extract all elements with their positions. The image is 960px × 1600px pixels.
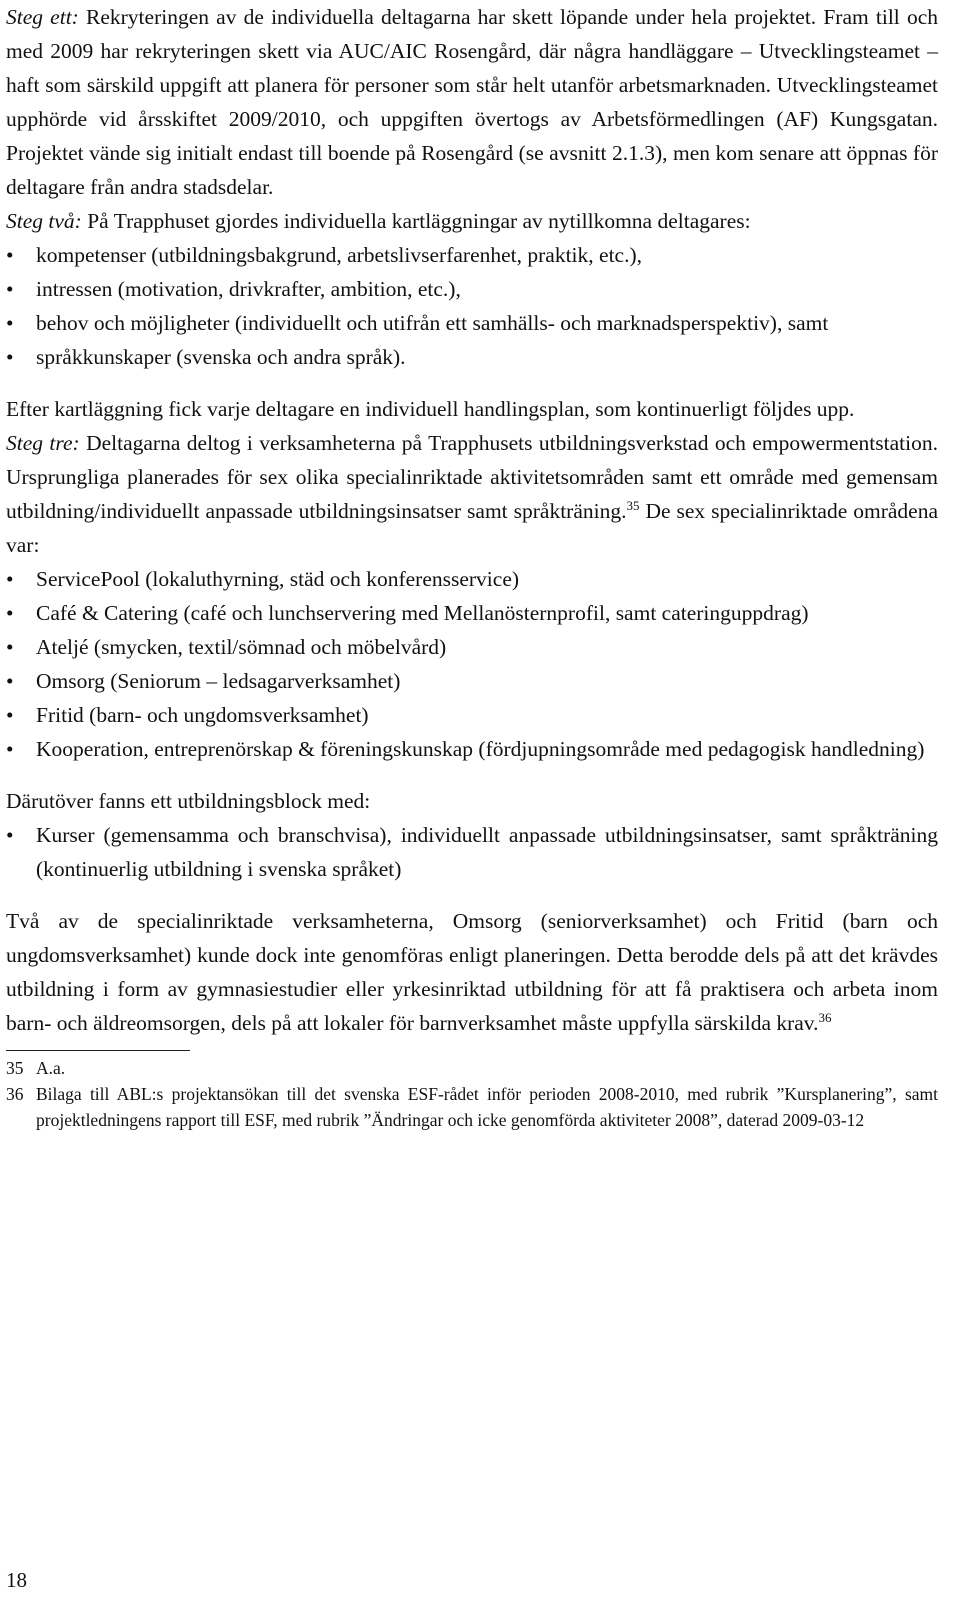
spacer [6, 886, 938, 904]
paragraph-steg-ett [6, 0, 938, 204]
list-item: • intressen (motivation, drivkrafter, ambition, etc.), [6, 272, 938, 306]
list-item: • ServicePool (lokaluthyrning, städ och konferensservice) [6, 562, 938, 596]
document-page [6, 0, 938, 1133]
footnote-text: A.a. [36, 1058, 66, 1078]
paragraph-handlingsplan: Efter kartläggning fick varje deltagare en individuell handlingsplan, som kontinuerligt följdes upp. [6, 397, 855, 421]
activity-areas-list [6, 562, 938, 766]
list-item: • språkkunskaper (svenska och andra språk). [6, 340, 938, 374]
list-item: • behov och möjligheter (individuellt och utifrån ett samhälls- och marknadsperspektiv), samt [6, 306, 938, 340]
step-three-tail: De sex specialinriktade områdena var: [6, 499, 938, 557]
footnote-text: Bilaga till ABL:s projektansökan till det svenska ESF-rådet inför perioden 2008-2010, med rubrik ”Kursplanering”, samt projektledningens rapport till ESF, med rubrik ”Ändringar och icke genomförda aktiviteter 2008”, daterad 2009-03-12 [36, 1084, 938, 1130]
footnote-number: 35 [6, 1058, 24, 1078]
list-item: • kompetenser (utbildningsbakgrund, arbetslivserfarenhet, praktik, etc.), [6, 238, 938, 272]
list-item: • Ateljé (smycken, textil/sömnad och möbelvård) [6, 630, 938, 664]
paragraph-steg-tva [6, 204, 938, 238]
footnote-divider [6, 1050, 190, 1051]
list-item: • Café & Catering (café och lunchservering med Mellanösternprofil, samt cateringuppdrag) [6, 596, 938, 630]
footnote-ref-36: 36 [818, 1009, 832, 1025]
footnote-36 [6, 1081, 938, 1133]
paragraph-utbildningsblock: Därutöver fanns ett utbildningsblock med: [6, 789, 371, 813]
step-two-text: På Trapphuset gjordes individuella kartläggningar av nytillkomna deltagares: [81, 209, 751, 233]
step-one-label: Steg ett: [6, 5, 79, 29]
spacer [6, 766, 938, 784]
page-number: 18 [6, 1568, 27, 1592]
education-block-list [6, 818, 938, 886]
footnote-ref-35: 35 [626, 497, 640, 513]
paragraph-omsorg-fritid [6, 904, 938, 1040]
footnote-number: 36 [6, 1084, 24, 1104]
paragraph-steg-tre [6, 426, 938, 562]
list-item: • Kurser (gemensamma och branschvisa), individuellt anpassade utbildningsinsatser, samt språkträning (kontinuerlig utbildning i svenska språket) [6, 818, 938, 886]
spacer [6, 374, 938, 392]
list-item: • Fritid (barn- och ungdomsverksamhet) [6, 698, 938, 732]
footnote-35 [6, 1055, 938, 1081]
mapping-list [6, 238, 938, 374]
step-three-label: Steg tre: [6, 431, 80, 455]
step-one-text: Rekryteringen av de individuella deltagarna har skett löpande under hela projektet. Fram till och med 2009 har rekryteringen skett via AUC/AIC Rosengård, där några handläggare – Utvecklingsteamet – haft som särskild uppgift att planera för personer som står helt utanför arbetsmarknaden. Utvecklingsteamet upphörde vid årsskiftet 2009/2010, och uppgiften övertogs av Arbetsförmedlingen (AF) Kungsgatan. Projektet vände sig initialt endast till boende på Rosengård (se avsnitt 2.1.3), men kom senare att öppnas för deltagare från andra stadsdelar. [6, 5, 938, 199]
step-three-text: Deltagarna deltog i verksamheterna på Trapphusets utbildningsverkstad och empowermentstation. Ursprungliga planerades för sex olika specialinriktade aktivitetsområden samt ett område med gemensam utbildning/individuellt anpassade utbildningsinsatser samt språkträning. [6, 431, 938, 523]
step-two-label: Steg två: [6, 209, 82, 233]
omsorg-fritid-text: Två av de specialinriktade verksamheterna, Omsorg (seniorverksamhet) och Fritid (barn och ungdomsverksamhet) kunde dock inte genomföras enligt planeringen. Detta berodde dels på att det krävdes utbildning i form av gymnasiestudier eller yrkesinriktad utbildning för att få praktisera och arbeta inom barn- och äldreomsorgen, dels på att lokaler för barnverksamhet måste uppfylla särskilda krav. [6, 909, 938, 1035]
list-item: • Omsorg (Seniorum – ledsagarverksamhet) [6, 664, 938, 698]
list-item: • Kooperation, entreprenörskap & föreningskunskap (fördjupningsområde med pedagogisk handledning) [6, 732, 938, 766]
